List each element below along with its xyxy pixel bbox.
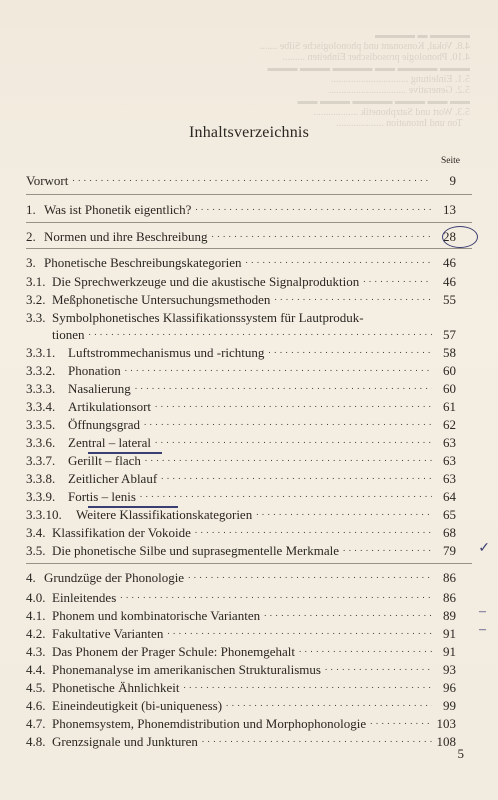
toc-entry-page: 13 xyxy=(443,202,456,217)
toc-entry xyxy=(26,453,456,471)
section-divider xyxy=(26,222,472,223)
dot-leader xyxy=(135,384,432,396)
dash-annotation: – xyxy=(479,622,486,637)
page-title: Inhaltsverzeichnis xyxy=(189,124,309,141)
toc-entry-number: 4.2. xyxy=(26,626,46,641)
toc-entry xyxy=(26,644,456,662)
page-column-header: Seite xyxy=(441,156,460,166)
toc-entry-number: 3.3.4. xyxy=(26,399,56,414)
dot-leader xyxy=(188,573,432,585)
toc-entry-label: Fortis – lenis xyxy=(68,489,136,504)
toc-entry xyxy=(26,381,456,399)
toc-entry-page: 9 xyxy=(449,173,456,188)
toc-entry xyxy=(26,417,456,435)
toc-entry-number: 3.3. xyxy=(26,310,46,325)
toc-entry-page: 57 xyxy=(443,327,456,342)
toc-entry xyxy=(26,435,456,453)
pen-underline-annotation xyxy=(88,506,178,508)
toc-entry-label: Phonetische Beschreibungskategorien xyxy=(44,255,242,270)
toc-entry-number: 3.3.9. xyxy=(26,489,56,504)
toc-entry-page: 28 xyxy=(443,229,456,244)
toc-entry-label: Das Phonem der Prager Schule: Phonemgehalt xyxy=(52,644,295,659)
toc-entry-number: 3.3.8. xyxy=(26,471,56,486)
toc-entry xyxy=(26,471,456,489)
toc-entry xyxy=(26,399,456,417)
dot-leader xyxy=(72,176,432,188)
toc-entry xyxy=(26,274,456,292)
toc-entry-label: Phonetische Ähnlichkeit xyxy=(52,680,180,695)
pen-circle-annotation xyxy=(442,226,478,248)
toc-entry-label: Symbolphonetisches Klassifikationssystem für Lautproduk- xyxy=(52,310,364,325)
toc-entry-label: Nasalierung xyxy=(68,381,131,396)
toc-entry-label: Grenzsignale und Junkturen xyxy=(52,734,198,749)
dot-leader xyxy=(140,492,432,504)
toc-entry-label: Zeitlicher Ablauf xyxy=(68,471,158,486)
toc-entry xyxy=(26,626,456,644)
dot-leader xyxy=(370,719,432,731)
dot-leader xyxy=(183,683,432,695)
dot-leader xyxy=(167,629,432,641)
toc-entry-label: Phonation xyxy=(68,363,121,378)
toc-entry-number: 4. xyxy=(26,570,36,585)
toc-entry-page: 103 xyxy=(436,716,456,731)
toc-entry-page: 108 xyxy=(436,734,456,749)
toc-entry-page: 64 xyxy=(443,489,456,504)
toc-entry xyxy=(26,345,456,363)
toc-entry-page: 65 xyxy=(443,507,456,522)
toc-entry xyxy=(26,570,456,588)
toc-entry-label: Öffnungsgrad xyxy=(68,417,140,432)
toc-entry xyxy=(26,507,456,525)
toc-entry xyxy=(26,698,456,716)
dot-leader xyxy=(264,611,432,623)
dot-leader xyxy=(155,402,432,414)
pen-underline-annotation xyxy=(88,452,162,454)
toc-entry-number: 3.2. xyxy=(26,292,46,307)
toc-entry-number: 4.4. xyxy=(26,662,46,677)
toc-entry-number: 3.1. xyxy=(26,274,46,289)
toc-entry-label: Luftstrommechanismus und -richtung xyxy=(68,345,265,360)
dot-leader xyxy=(343,546,432,558)
toc-entry-label: Weitere Klassifikationskategorien xyxy=(76,507,253,522)
dot-leader xyxy=(245,258,432,270)
toc-entry-number: 4.7. xyxy=(26,716,46,731)
toc-entry xyxy=(26,716,456,734)
toc-entry-page: 96 xyxy=(443,680,456,695)
toc-entry-page: 86 xyxy=(443,570,456,585)
toc-entry-label: Einleitendes xyxy=(52,590,117,605)
toc-entry-label: tionen xyxy=(52,327,85,342)
toc-entry-page: 86 xyxy=(443,590,456,605)
toc-entry-label: Phonemsystem, Phonemdistribution und Morphophonologie xyxy=(52,716,367,731)
toc-entry-page: 55 xyxy=(443,292,456,307)
dot-leader xyxy=(155,438,432,450)
toc-entry-number: 1. xyxy=(26,202,36,217)
toc-entry-page: 93 xyxy=(443,662,456,677)
toc-entry-page: 99 xyxy=(443,698,456,713)
dot-leader xyxy=(274,295,432,307)
dot-leader xyxy=(161,474,432,486)
dot-leader xyxy=(89,330,433,342)
toc-entry-number: 4.8. xyxy=(26,734,46,749)
toc-entry xyxy=(26,680,456,698)
dot-leader xyxy=(144,420,432,432)
show-through-text: ▬▬▬▬ ▬ ▬▬▬▬ 4.8. Vokal, Konsonant und phonologische Silbe ....... 4.10. Phonologie prosodischer Einheiten ......... ▬▬▬ ▬▬▬▬ ▬▬ ▬▬▬▬ ▬▬▬ ▬▬▬ 5.1. Einleitung ............................... 5.2. Generative ............................... ▬▬ ▬▬ ▬▬▬ ▬▬▬▬ ▬▬▬ ▬▬ 5.3. Wort und Satzphonetik .................. Ton und Intonation ................... xyxy=(259,30,470,129)
toc-entry xyxy=(26,489,456,507)
toc-entry-label: Zentral – lateral xyxy=(68,435,152,450)
toc-entry-number: 3.3.5. xyxy=(26,417,56,432)
toc-entry-number: 3. xyxy=(26,255,36,270)
dot-leader xyxy=(145,456,432,468)
toc-entry-page: 63 xyxy=(443,471,456,486)
toc-entry xyxy=(26,608,456,626)
toc-entry xyxy=(26,543,456,561)
toc-entry-page: 91 xyxy=(443,644,456,659)
dot-leader xyxy=(299,647,432,659)
toc-entry-label: Artikulationsort xyxy=(68,399,152,414)
toc-entry xyxy=(26,292,456,310)
toc-entry-number: 3.3.10. xyxy=(26,507,62,522)
toc-entry-label: Eineindeutigkeit (bi-uniqueness) xyxy=(52,698,223,713)
toc-entry-number: 3.3.2. xyxy=(26,363,56,378)
toc-entry-page: 46 xyxy=(443,255,456,270)
toc-entry-continuation xyxy=(26,327,456,345)
toc-entry-label: Meßphonetische Untersuchungsmethoden xyxy=(52,292,271,307)
toc-entry-label: Die Sprechwerkzeuge und die akustische Signalproduktion xyxy=(52,274,360,289)
dot-leader xyxy=(202,737,432,749)
toc-entry xyxy=(26,734,456,752)
section-divider xyxy=(26,563,472,564)
toc-entry-number: 4.5. xyxy=(26,680,46,695)
toc-entry-page: 58 xyxy=(443,345,456,360)
toc-entry xyxy=(26,363,456,381)
dot-leader xyxy=(120,593,432,605)
toc-entry-number: 4.3. xyxy=(26,644,46,659)
toc-entry-label: Grundzüge der Phonologie xyxy=(44,570,185,585)
toc-entry xyxy=(26,255,456,273)
toc-entry-label: Phonem und kombinatorische Varianten xyxy=(52,608,261,623)
dash-annotation: – xyxy=(479,604,486,619)
toc-entry-label: Fakultative Varianten xyxy=(52,626,164,641)
dot-leader xyxy=(268,348,432,360)
toc-entry-label: Gerillt – flach xyxy=(68,453,141,468)
toc-entry xyxy=(26,590,456,608)
dot-leader xyxy=(325,665,432,677)
toc-entry-label: Die phonetische Silbe und suprasegmentelle Merkmale xyxy=(52,543,340,558)
section-divider xyxy=(26,248,472,249)
toc-entry-label: Vorwort xyxy=(26,173,69,188)
toc-entry-page: 63 xyxy=(443,435,456,450)
toc-entry-page: 60 xyxy=(443,363,456,378)
toc-entry-number: 4.0. xyxy=(26,590,46,605)
toc-entry xyxy=(26,662,456,680)
toc-entry-label: Normen und ihre Beschreibung xyxy=(44,229,208,244)
toc-entry-number: 4.6. xyxy=(26,698,46,713)
toc-entry xyxy=(26,202,456,220)
toc-entry-number: 3.3.6. xyxy=(26,435,56,450)
toc-entry-number: 3.3.1. xyxy=(26,345,56,360)
toc-entry xyxy=(26,173,456,191)
toc-entry-number: 3.5. xyxy=(26,543,46,558)
dot-leader xyxy=(195,528,432,540)
dot-leader xyxy=(125,366,432,378)
toc-entry-page: 68 xyxy=(443,525,456,540)
toc-entry-page: 61 xyxy=(443,399,456,414)
toc-entry-page: 91 xyxy=(443,626,456,641)
toc-entry-number: 3.3.7. xyxy=(26,453,56,468)
toc-entry-number: 2. xyxy=(26,229,36,244)
toc-entry-label: Was ist Phonetik eigentlich? xyxy=(44,202,192,217)
toc-entry-page: 89 xyxy=(443,608,456,623)
section-divider xyxy=(26,194,472,195)
dot-leader xyxy=(363,277,432,289)
toc-entry-page: 60 xyxy=(443,381,456,396)
toc-entry xyxy=(26,525,456,543)
dot-leader xyxy=(256,510,432,522)
toc-entry-number: 3.3.3. xyxy=(26,381,56,396)
toc-entry-label: Klassifikation der Vokoide xyxy=(52,525,191,540)
toc-entry-label: Phonemanalyse im amerikanischen Strukturalismus xyxy=(52,662,321,677)
page-number: 5 xyxy=(457,746,464,761)
toc-entry-page: 46 xyxy=(443,274,456,289)
toc-entry-page: 63 xyxy=(443,453,456,468)
toc-entry-number: 4.1. xyxy=(26,608,46,623)
toc-entry xyxy=(26,310,456,328)
dot-leader xyxy=(212,232,432,244)
checkmark-annotation: ✓ xyxy=(478,541,490,556)
toc-entry xyxy=(26,229,456,247)
toc-entry-page: 79 xyxy=(443,543,456,558)
toc-entry-number: 3.4. xyxy=(26,525,46,540)
dot-leader xyxy=(226,701,432,713)
dot-leader xyxy=(195,205,432,217)
toc-entry-page: 62 xyxy=(443,417,456,432)
